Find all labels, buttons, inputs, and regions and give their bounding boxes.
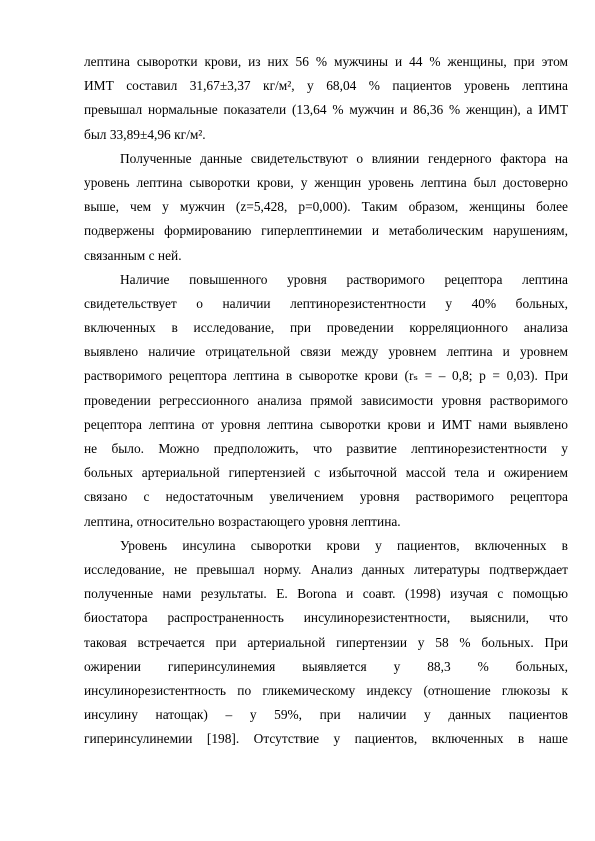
text-line: проведении регрессионного анализа прямой зависимости уровня растворимого	[84, 392, 568, 408]
text-line: рецептора лептина от уровня лептина сыворотки крови и ИМТ нами выявлено	[84, 416, 568, 432]
text-line: Полученные данные свидетельствуют о влиянии гендерного фактора на	[120, 150, 568, 166]
text-line: связано с недостаточным увеличением уровня растворимого рецептора	[84, 489, 568, 505]
text-line: таковая встречается при артериальной гипертензии у 58 % больных. При	[84, 634, 568, 650]
text-line: Наличие повышенного уровня растворимого рецептора лептина	[120, 271, 568, 287]
text-line: уровень лептина сыворотки крови, у женщин уровень лептина был достоверно	[84, 174, 568, 190]
text-line: превышал нормальные показатели (13,64 % мужчин и 86,36 % женщин), а ИМТ	[84, 102, 568, 118]
text-line: гиперинсулинемии [198]. Отсутствие у пациентов, включенных в наше	[84, 731, 568, 747]
text-line: больных артериальной гипертензией с избыточной массой тела и ожирением	[84, 465, 568, 481]
text-line: Уровень инсулина сыворотки крови у пациентов, включенных в	[120, 537, 568, 553]
text-line: полученные нами результаты. E. Borona и соавт. (1998) изучая с помощью	[84, 586, 568, 602]
text-line: ИМТ составил 31,67±3,37 кг/м², у 68,04 % пациентов уровень лептина	[84, 78, 568, 94]
text-line: лептина сыворотки крови, из них 56 % мужчины и 44 % женщины, при этом	[84, 54, 568, 69]
text-line: растворимого рецептора лептина в сыворотке крови (rₛ = – 0,8; p = 0,03). При	[84, 368, 568, 384]
text-line: подвержены формированию гиперлептинемии и метаболическим нарушениям,	[84, 223, 568, 239]
text-line: связанным с ней.	[84, 247, 182, 263]
text-line: выше, чем у мужчин (z=5,428, p=0,000). Таким образом, женщины более	[84, 199, 568, 215]
body-text	[84, 50, 568, 751]
text-line: инсулину натощак) – у 59%, при наличии у данных пациентов	[84, 707, 568, 723]
text-line: не было. Можно предположить, что развитие лептинорезистентности у	[84, 441, 568, 456]
text-line: выявлено наличие отрицательной связи между уровнем лептина и уровнем	[84, 344, 568, 360]
text-line: ожирении гиперинсулинемия выявляется у 88,3 % больных,	[84, 658, 568, 674]
text-line: свидетельствует о наличии лептинорезистентности у 40% больных,	[84, 295, 568, 311]
text-line: был 33,89±4,96 кг/м².	[84, 126, 206, 142]
text-line: лептина, относительно возрастающего уровня лептина.	[84, 513, 401, 529]
text-line: инсулинорезистентность по гликемическому индексу (отношение глюкозы к	[84, 682, 568, 698]
text-line: биостатора распространенность инсулинорезистентности, выяснили, что	[84, 610, 568, 626]
text-line: включенных в исследование, при проведении корреляционного анализа	[84, 320, 568, 336]
text-line: исследование, не превышал норму. Анализ данных литературы подтверждает	[84, 561, 568, 577]
